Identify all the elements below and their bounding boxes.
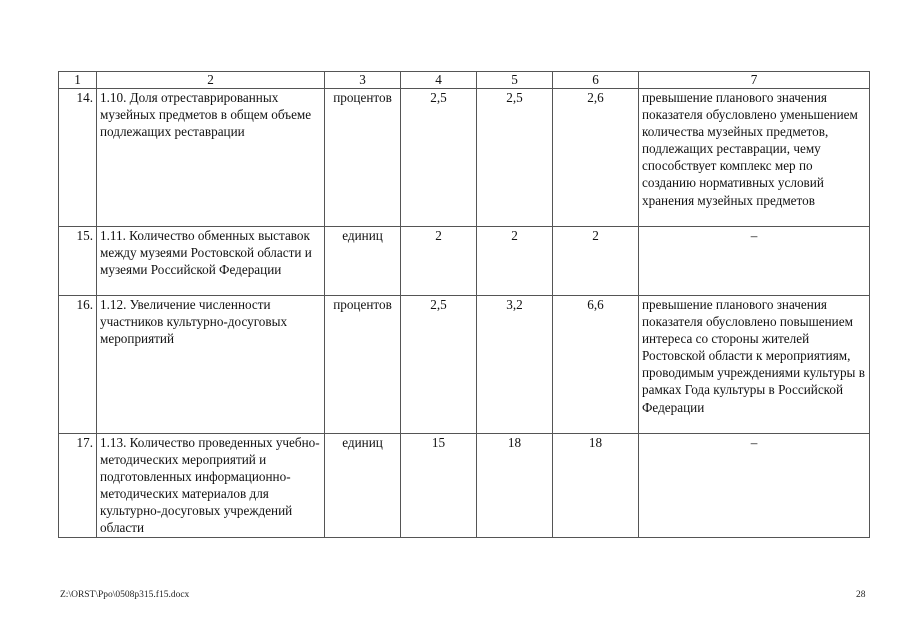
- value-col-5: 3,2: [477, 296, 553, 434]
- value-col-6: 2,6: [553, 89, 639, 227]
- value-col-5: 2,5: [477, 89, 553, 227]
- value-col-4: 15: [401, 434, 477, 538]
- indicator-name: 1.12. Увеличение численности участников культурно-досуговых мероприятий: [97, 296, 325, 434]
- page-number: 28: [856, 590, 866, 600]
- header-col-7: 7: [639, 72, 870, 89]
- note-cell: –: [639, 227, 870, 296]
- value-col-6: 6,6: [553, 296, 639, 434]
- note-cell: превышение планового значения показателя обусловлено повышением интереса со стороны жителей Ростовской области к мероприятиям, проводимым учреждениями культуры в рамках Года культуры в Российской Федерации: [639, 296, 870, 434]
- unit-cell: процентов: [325, 296, 401, 434]
- note-cell: превышение планового значения показателя обусловлено уменьшением количества музейных предметов, подлежащих реставрации, чему способствует комплекс мер по созданию нормативных условий хранения музейных предметов: [639, 89, 870, 227]
- row-number: 16.: [59, 296, 97, 434]
- table-header-row: [59, 72, 870, 89]
- unit-cell: единиц: [325, 227, 401, 296]
- row-number: 15.: [59, 227, 97, 296]
- table-row: [59, 296, 870, 434]
- header-col-3: 3: [325, 72, 401, 89]
- row-number: 14.: [59, 89, 97, 227]
- value-col-6: 2: [553, 227, 639, 296]
- value-col-4: 2,5: [401, 296, 477, 434]
- note-cell: –: [639, 434, 870, 538]
- row-number: 17.: [59, 434, 97, 538]
- table-row: [59, 89, 870, 227]
- report-table: [58, 71, 870, 538]
- header-col-5: 5: [477, 72, 553, 89]
- header-col-1: 1: [59, 72, 97, 89]
- indicator-name: 1.10. Доля отреставрированных музейных предметов в общем объеме подлежащих реставрации: [97, 89, 325, 227]
- value-col-5: 2: [477, 227, 553, 296]
- indicator-name: 1.13. Количество проведенных учебно-методических мероприятий и подготовленных информационно-методических материалов для культурно-досуговых учреждений области: [97, 434, 325, 538]
- value-col-4: 2,5: [401, 89, 477, 227]
- value-col-5: 18: [477, 434, 553, 538]
- header-col-4: 4: [401, 72, 477, 89]
- header-col-6: 6: [553, 72, 639, 89]
- header-col-2: 2: [97, 72, 325, 89]
- file-path: Z:\ORST\Ppo\0508p315.f15.docx: [60, 590, 190, 600]
- value-col-6: 18: [553, 434, 639, 538]
- unit-cell: процентов: [325, 89, 401, 227]
- value-col-4: 2: [401, 227, 477, 296]
- table-row: [59, 434, 870, 538]
- unit-cell: единиц: [325, 434, 401, 538]
- indicator-name: 1.11. Количество обменных выставок между музеями Ростовской области и музеями Российской Федерации: [97, 227, 325, 296]
- table-row: [59, 227, 870, 296]
